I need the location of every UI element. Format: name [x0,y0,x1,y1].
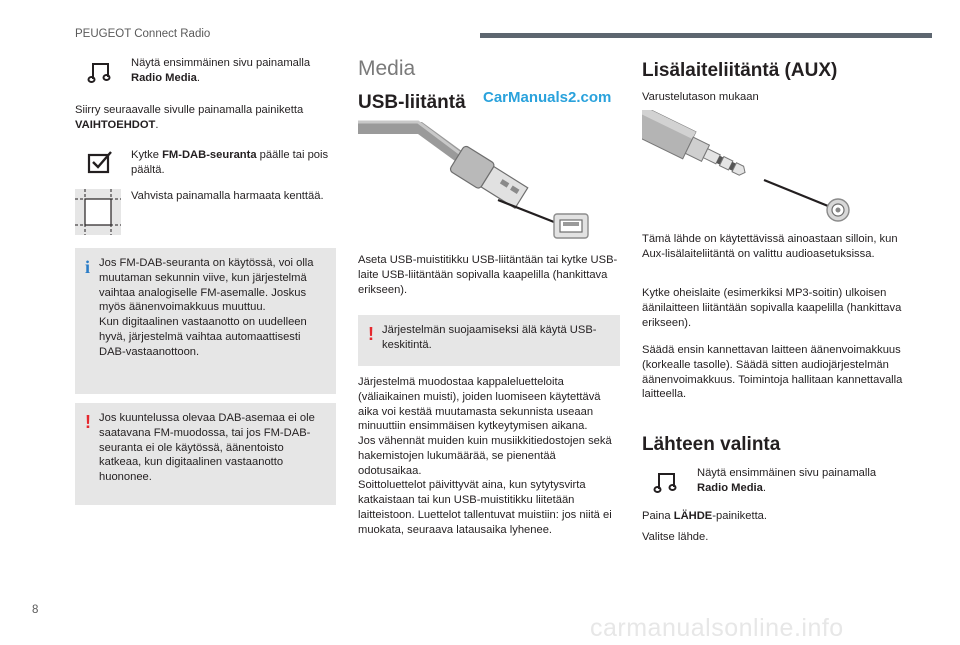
usb-plug-illustration [358,118,620,242]
warning-mark-icon: ! [368,324,374,344]
music-note-icon [86,58,114,86]
info-box-text: Jos FM-DAB-seuranta on käytössä, voi olla muutaman sekunnin viive, kun järjestelmä vaihtaa analogiselle FM-asemalle. Joskus myös äänenvoimakkuus muuttuu. Kun digitaalinen vastaanotto on uudelleen hyvä, järjestelmä vaihtaa automaattisesti DAB-vastaanottoon. [99,257,314,358]
header-bar [480,33,932,38]
usb-para2: Järjestelmä muodostaa kappaleluetteloita (väliaikainen muisti), joiden luomiseen käytettävä aika voi kestää muutamasta sekunnista useaan minuuttiin ensimmäisen kytkeytymisen aikana. Jos vähennät muiden kuin musiikkitiedostojen sekä hakemistojen lukumäärää, se pienentää odotusaikaa. Soittoluettelot päivittyvät aina, kun sytytysvirta katkaistaan tai kun USB-muistitikku liitetään laitteistoon. Luettelot tallentuvat muistiin: jos niitä ei muokata, seuraava latausaika lyhenee. [358,376,612,536]
header-title: PEUGEOT Connect Radio [75,28,211,40]
aux-para3: Säädä ensin kannettavan laitteen äänenvoimakkuus (korkealle tasolle). Säädä sitten audiojärjestelmän äänenvoimakkuus. Toimintoja hallitaan kannettavalla laitteella. [642,344,903,401]
grid-select-icon [75,189,121,235]
aux-para2: Kytke oheislaite (esimerkiksi MP3-soitin) ulkoisen äänilaitteen liitäntään sopivalla kaapelilla (hankittava erikseen). [642,287,902,329]
step1-text: Näytä ensimmäinen sivu painamalla Radio Media. [131,57,311,84]
music-note-icon [652,468,680,496]
aux-equipment-note: Varustelutason mukaan [642,91,759,103]
watermark: carmanualsonline.info [590,614,844,642]
warning-box-text: Jos kuuntelussa olevaa DAB-asemaa ei ole saatavana FM-muodossa, tai jos FM-DAB-seuranta ei ole käytössä, äänentoisto katkeaa, kun digitaalinen vastaanotto huononee. [99,412,315,484]
step3-text: Vahvista painamalla harmaata kenttää. [131,190,324,202]
para-vaihtoehdot: Siirry seuraavalle sivulle painamalla painiketta VAIHTOEHDOT. [75,104,304,131]
info-box [75,248,336,394]
source-para-select: Valitse lähde. [642,531,709,543]
source-para-lahde: Paina LÄHDE-painiketta. [642,510,768,522]
warning-box [75,403,336,505]
usb-para1: Aseta USB-muistitikku USB-liitäntään tai kytke USB-laite USB-liitäntään sopivalla kaapelilla (hankittava erikseen). [358,254,618,296]
usb-warning-box [358,315,620,366]
heading-usb: USB-liitäntä [358,92,466,113]
heading-media: Media [358,57,416,80]
warning-mark-icon: ! [85,412,91,432]
aux-para1: Tämä lähde on käytettävissä ainoastaan silloin, kun Aux-lisälaiteliitäntä on valittu audioasetuksissa. [642,233,898,260]
source-step1-text: Näytä ensimmäinen sivu painamalla Radio Media. [697,467,877,494]
page-number: 8 [32,604,39,616]
heading-aux: Lisälaiteliitäntä (AUX) [642,60,838,81]
usb-warning-text: Järjestelmän suojaamiseksi älä käytä USB-keskitintä. [382,324,597,351]
checkbox-icon [86,149,114,177]
info-mark-icon: i [85,257,91,277]
jack-socket-illustration [827,199,849,221]
jack-plug-illustration [642,110,904,226]
heading-source: Lähteen valinta [642,434,781,455]
step2-text: Kytke FM-DAB-seuranta päälle tai pois päältä. [131,149,329,176]
carmanuals-logo: CarManuals2.com [483,89,612,106]
usb-socket-illustration [554,214,588,238]
